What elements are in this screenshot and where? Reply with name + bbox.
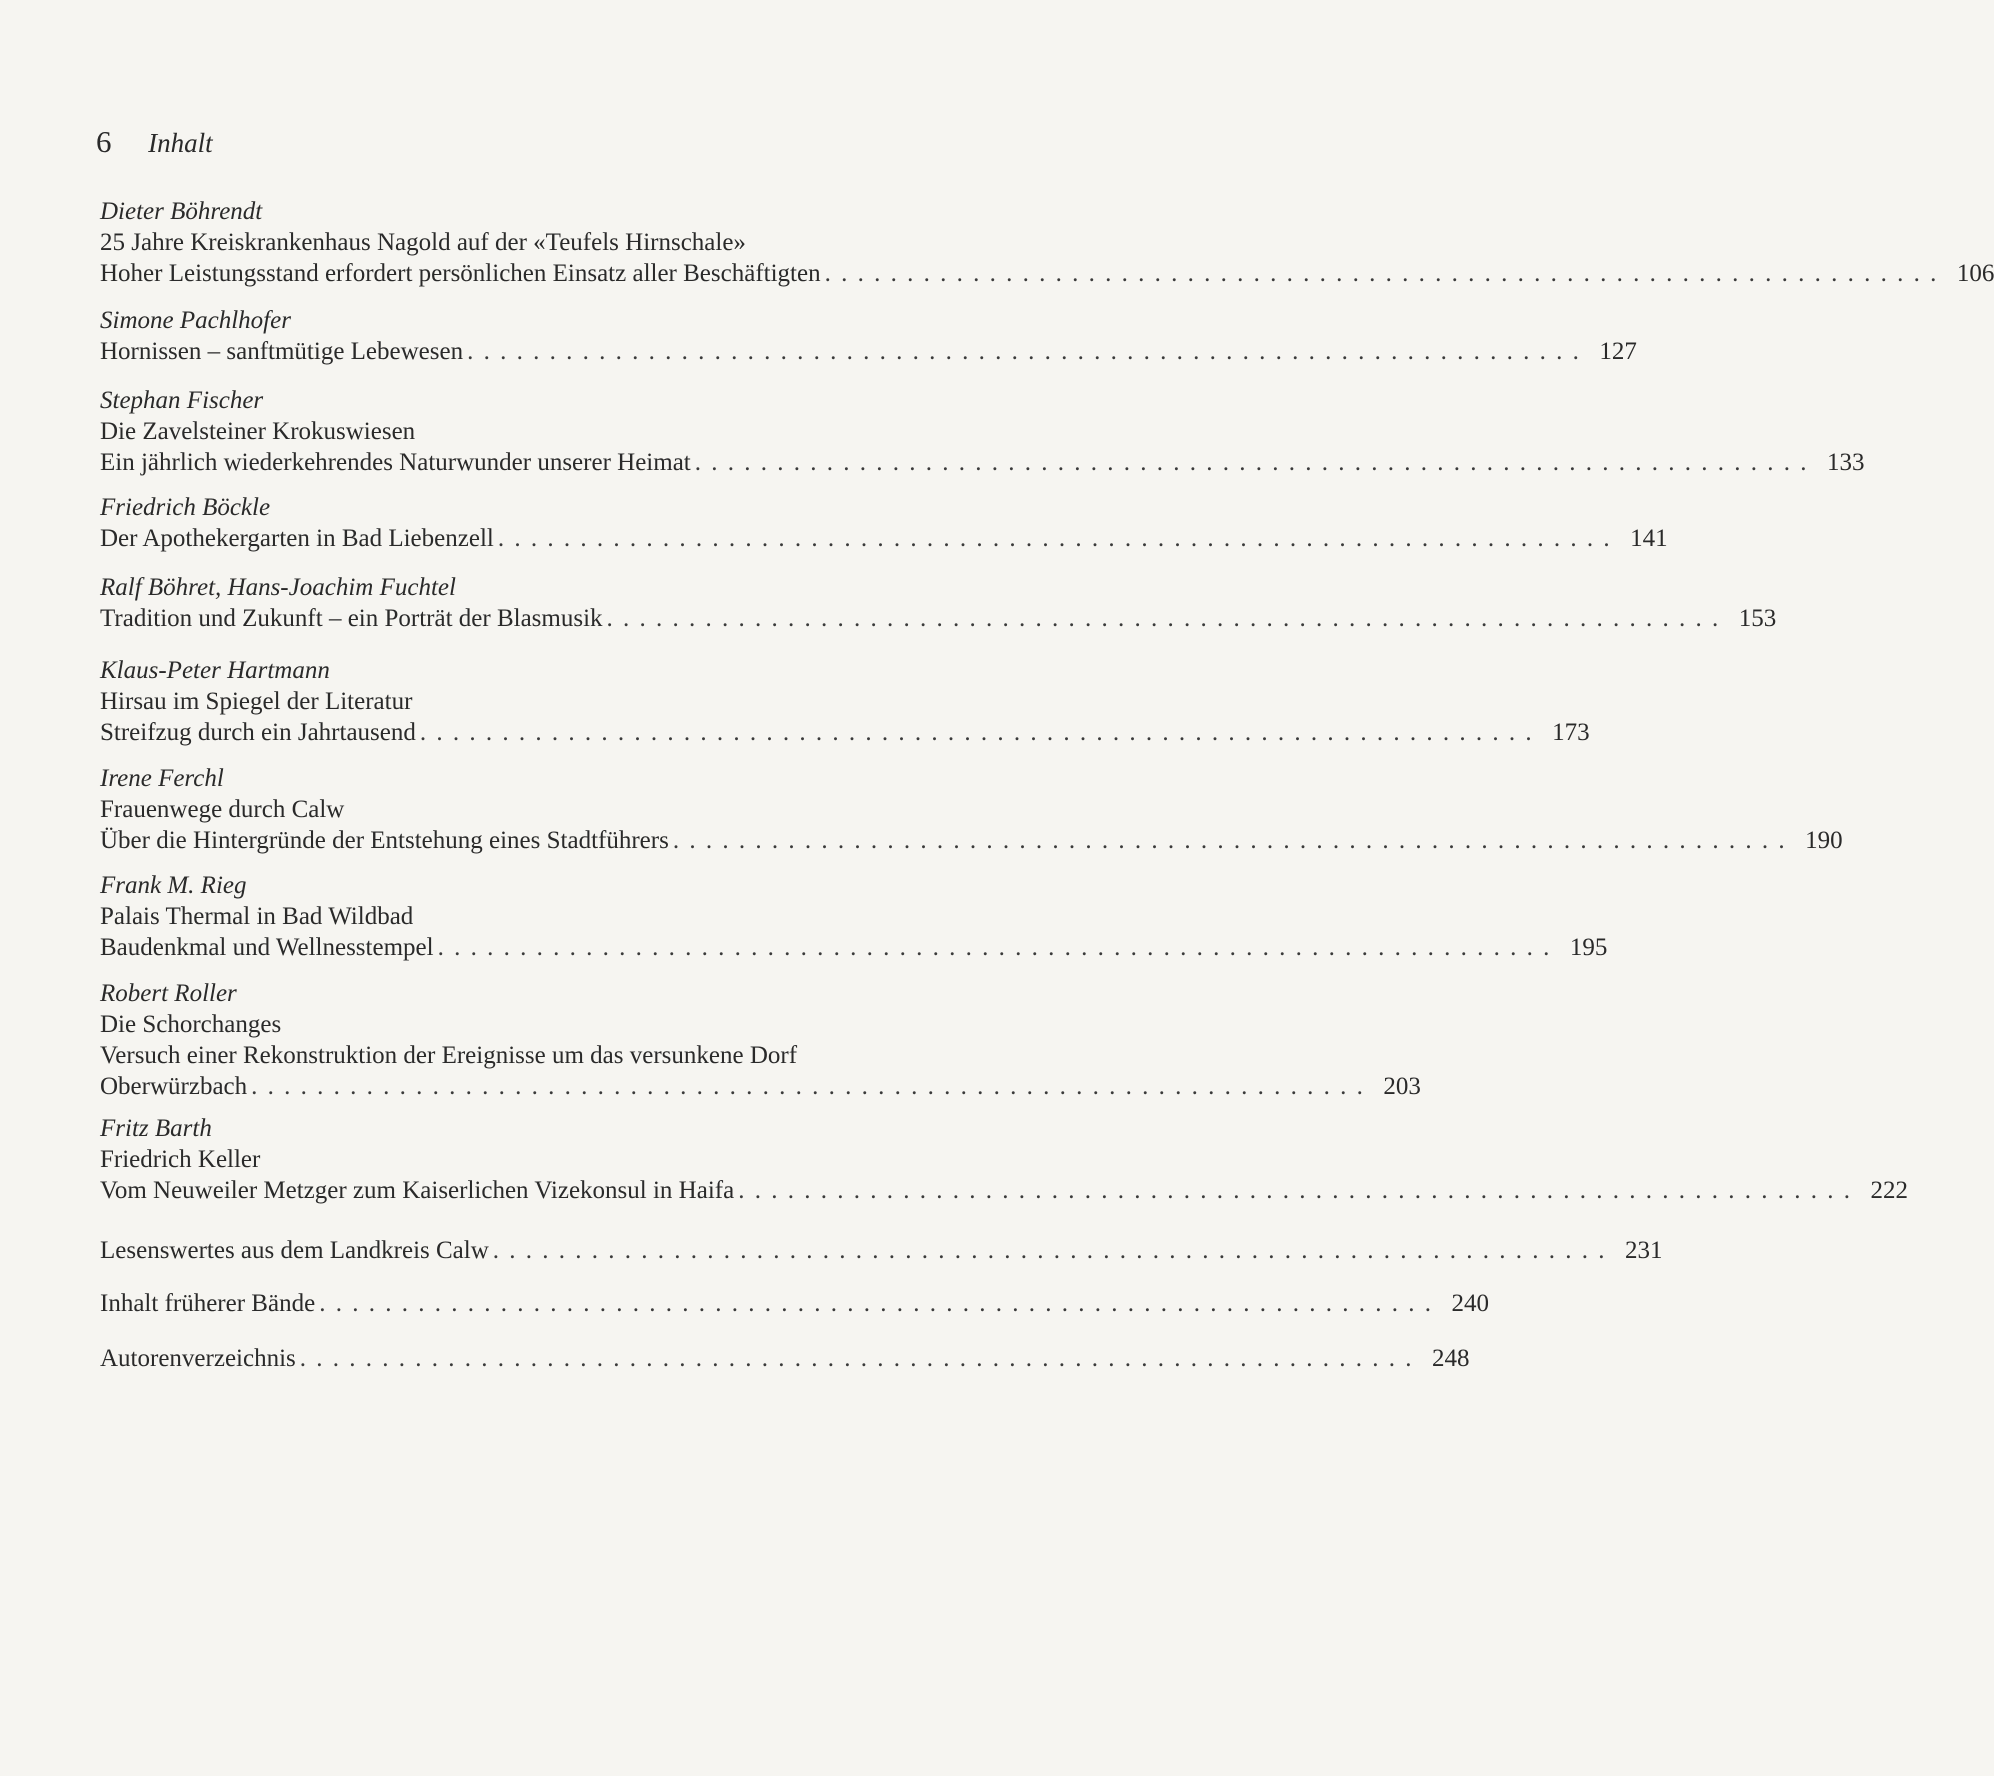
entry-author: Fritz Barth [100, 1115, 212, 1142]
entry-author: Dieter Böhrendt [100, 198, 263, 225]
entry-author: Frank M. Rieg [100, 872, 247, 899]
dot-leader: . . . . . . . . . . . . . . . . . . . . . . . . . . . . . . . . . . . . . . . . . . . . . . . . . . . . . . . . . . . . . . . . . . . . [419, 719, 1534, 746]
entry-title-text: Oberwürzbach [100, 1073, 248, 1100]
entry-page-number: 141 [1630, 525, 1668, 552]
entry-title-line: Hirsau im Spiegel der Literatur [100, 688, 413, 715]
entry-title-text: Der Apothekergarten in Bad Liebenzell [100, 525, 494, 552]
entry-page-number: 153 [1738, 605, 1777, 632]
entry-title-text: Lesenswertes aus dem Landkreis Calw [100, 1237, 489, 1264]
entry-title-text: Baudenkmal und Wellnesstempel [100, 934, 434, 961]
entry-page-number: 203 [1383, 1073, 1421, 1100]
dot-leader: . . . . . . . . . . . . . . . . . . . . . . . . . . . . . . . . . . . . . . . . . . . . . . . . . . . . . . . . . . . . . . . . . . . . [694, 449, 1809, 476]
entry-final-line [100, 336, 1637, 367]
dot-leader: . . . . . . . . . . . . . . . . . . . . . . . . . . . . . . . . . . . . . . . . . . . . . . . . . . . . . . . . . . . . . . . . . . . . [492, 1237, 1607, 1264]
toc-entry [100, 655, 1590, 748]
entry-author: Irene Ferchl [100, 765, 224, 792]
entry-page-number: 240 [1451, 1290, 1489, 1317]
entry-page-number: 173 [1552, 719, 1590, 746]
entry-final-line [100, 1071, 1421, 1102]
running-head [96, 122, 213, 164]
entry-final-line [100, 932, 1608, 963]
toc-entry [100, 870, 1608, 963]
dot-leader: . . . . . . . . . . . . . . . . . . . . . . . . . . . . . . . . . . . . . . . . . . . . . . . . . . . . . . . . . . . . . . . . . . . . [738, 1177, 1852, 1204]
entry-title-line: Friedrich Keller [100, 1146, 261, 1173]
entry-title-line: Die Schorchanges [100, 1011, 282, 1038]
dot-leader: . . . . . . . . . . . . . . . . . . . . . . . . . . . . . . . . . . . . . . . . . . . . . . . . . . . . . . . . . . . . . . . . . . . . [824, 260, 1939, 287]
dot-leader: . . . . . . . . . . . . . . . . . . . . . . . . . . . . . . . . . . . . . . . . . . . . . . . . . . . . . . . . . . . . . . . . . . . . [672, 827, 1787, 854]
entry-final-line [100, 447, 1865, 478]
entry-author: Friedrich Böckle [100, 494, 271, 521]
entry-final-line [100, 1235, 1663, 1266]
entry-title-line: Frauenwege durch Calw [100, 796, 345, 823]
dot-leader: . . . . . . . . . . . . . . . . . . . . . . . . . . . . . . . . . . . . . . . . . . . . . . . . . . . . . . . . . . . . . . . . . . . . [467, 338, 1581, 365]
toc-entry [100, 196, 1994, 289]
toc-entry [100, 1343, 1470, 1374]
entry-page-number: 190 [1805, 827, 1843, 854]
dot-leader: . . . . . . . . . . . . . . . . . . . . . . . . . . . . . . . . . . . . . . . . . . . . . . . . . . . . . . . . . . . . . . . . . . . . [497, 525, 1612, 552]
toc-entry [100, 1288, 1489, 1319]
dot-leader: . . . . . . . . . . . . . . . . . . . . . . . . . . . . . . . . . . . . . . . . . . . . . . . . . . . . . . . . . . . . . . . . . . . . [606, 605, 1721, 632]
entry-final-line [100, 1343, 1470, 1374]
entry-title-text: Hoher Leistungsstand erfordert persönlichen Einsatz aller Beschäftigten [100, 260, 821, 287]
entry-title-line: 25 Jahre Kreiskrankenhaus Nagold auf der «Teufels Hirnschale» [100, 229, 746, 256]
dot-leader: . . . . . . . . . . . . . . . . . . . . . . . . . . . . . . . . . . . . . . . . . . . . . . . . . . . . . . . . . . . . . . . . . . . . [299, 1345, 1414, 1372]
entry-page-number: 195 [1569, 934, 1608, 961]
entry-title-text: Autorenverzeichnis [100, 1345, 296, 1372]
entry-title-text: Über die Hintergründe der Entstehung eines Stadtführers [100, 827, 669, 854]
entry-final-line [100, 1175, 1908, 1206]
entry-author: Ralf Böhret, Hans-Joachim Fuchtel [100, 574, 456, 601]
entry-page-number: 248 [1432, 1345, 1470, 1372]
toc-entry [100, 385, 1865, 478]
toc-entry [100, 1235, 1663, 1266]
entry-page-number: 127 [1599, 338, 1637, 365]
entry-final-line [100, 717, 1590, 748]
entry-author: Robert Roller [100, 980, 237, 1007]
entry-page-number: 133 [1827, 449, 1865, 476]
dot-leader: . . . . . . . . . . . . . . . . . . . . . . . . . . . . . . . . . . . . . . . . . . . . . . . . . . . . . . . . . . . . . . . . . . . . [319, 1290, 1433, 1317]
entry-author: Simone Pachlhofer [100, 307, 291, 334]
entry-title-line: Die Zavelsteiner Krokuswiesen [100, 418, 416, 445]
page-number: 6 [96, 124, 112, 159]
toc-entry [100, 763, 1843, 856]
toc-entry [100, 1113, 1908, 1206]
entry-title-text: Inhalt früherer Bände [100, 1290, 316, 1317]
entry-title-line: Versuch einer Rekonstruktion der Ereignisse um das versunkene Dorf [100, 1042, 798, 1069]
entry-final-line [100, 258, 1994, 289]
entry-final-line [100, 523, 1668, 554]
entry-final-line [100, 1288, 1489, 1319]
entry-title-text: Ein jährlich wiederkehrendes Naturwunder unserer Heimat [100, 449, 691, 476]
section-title: Inhalt [148, 128, 213, 158]
entry-title-text: Vom Neuweiler Metzger zum Kaiserlichen Vizekonsul in Haifa [100, 1177, 735, 1204]
dot-leader: . . . . . . . . . . . . . . . . . . . . . . . . . . . . . . . . . . . . . . . . . . . . . . . . . . . . . . . . . . . . . . . . . . . . [437, 934, 1552, 961]
entry-title-text: Hornissen – sanftmütige Lebewesen [100, 338, 464, 365]
entry-final-line [100, 603, 1777, 634]
entry-title-line: Palais Thermal in Bad Wildbad [100, 903, 414, 930]
entry-page-number: 231 [1625, 1237, 1663, 1264]
toc-entry [100, 492, 1668, 554]
dot-leader: . . . . . . . . . . . . . . . . . . . . . . . . . . . . . . . . . . . . . . . . . . . . . . . . . . . . . . . . . . . . . . . . . . . . [251, 1073, 1365, 1100]
entry-final-line [100, 825, 1843, 856]
entry-author: Klaus-Peter Hartmann [100, 657, 330, 684]
toc-entry [100, 305, 1637, 367]
entry-author: Stephan Fischer [100, 387, 264, 414]
entry-title-text: Tradition und Zukunft – ein Porträt der Blasmusik [100, 605, 603, 632]
entry-page-number: 106 [1956, 260, 1994, 287]
entry-page-number: 222 [1870, 1177, 1908, 1204]
toc-entry [100, 978, 1421, 1102]
toc-entry [100, 572, 1777, 634]
entry-title-text: Streifzug durch ein Jahrtausend [100, 719, 416, 746]
